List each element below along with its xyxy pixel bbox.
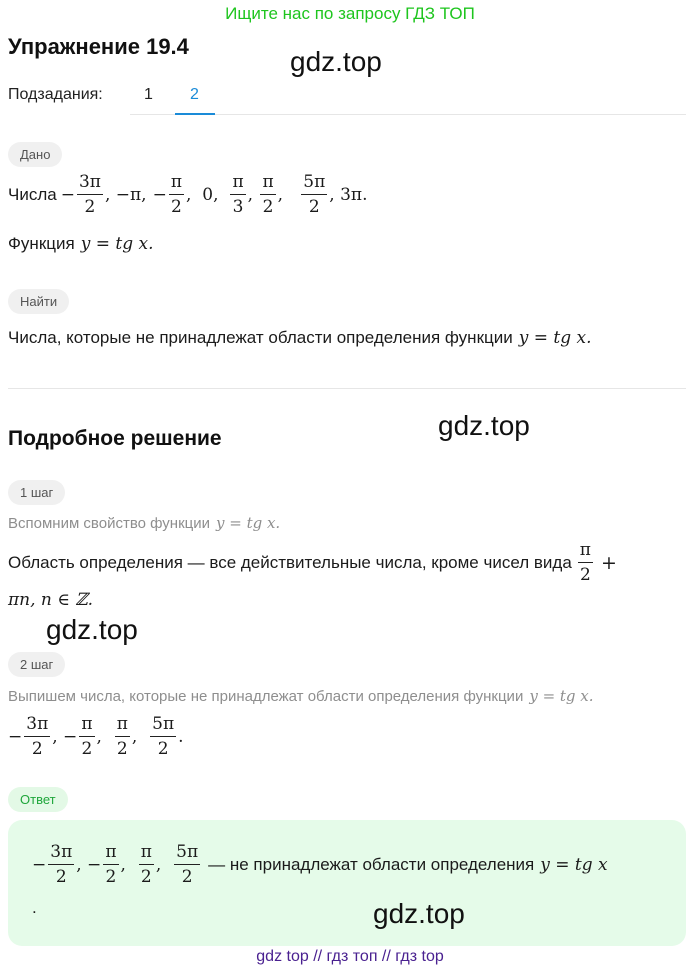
fraction: $\frac{\pi}{2}$ (116, 714, 128, 759)
section-divider (8, 388, 686, 389)
find-text: Числа, которые не принадлежат области определения функции y = tg x. (8, 328, 592, 348)
function-label: Функция (8, 234, 75, 253)
page-title: Упражнение 19.4 (8, 34, 189, 59)
answer-badge: Ответ (8, 787, 68, 812)
watermark: gdz.top (46, 614, 138, 645)
given-badge: Дано (8, 142, 62, 167)
fraction: $\frac{\pi}{2}$ (105, 842, 117, 887)
fraction: $\frac{\pi}{2}$ (262, 172, 274, 217)
tab-subtask-1[interactable]: 1 (144, 86, 153, 103)
step2-badge: 2 шаг (8, 652, 65, 677)
step1-text-line2: πn, n ∈ ℤ. (8, 590, 94, 610)
fraction: $\frac{3\pi}{2}$ (26, 714, 49, 759)
step2-hint: Выпишем числа, которые не принадлежат области определения функции y = tg x. (8, 687, 594, 705)
numbers-label: Числа (8, 184, 57, 204)
find-badge: Найти (8, 289, 69, 314)
step2-numbers: − $\frac{3\pi}{2}$ , − $\frac{\pi}{2}$ , $\frac{\pi}{2}$ , $\frac{5\pi}{2}$ . (8, 714, 184, 759)
fraction: $\frac{5\pi}{2}$ (152, 714, 175, 759)
fraction: $\frac{\pi}{2}$ (170, 172, 183, 217)
step1-text: Область определения — все действительные числа, кроме чисел вида $\frac{\pi}{2}$ + (8, 540, 617, 585)
step1-badge: 1 шаг (8, 480, 65, 505)
fraction: $\frac{3\pi}{2}$ (78, 172, 101, 217)
footer-links[interactable]: gdz top // гдз топ // гдз top (256, 948, 444, 965)
subtasks-label: Подзадания: (8, 86, 103, 103)
promo-banner[interactable]: Ищите нас по запросу ГДЗ ТОП (225, 4, 475, 23)
watermark: gdz.top (290, 46, 382, 77)
watermark: gdz.top (373, 898, 465, 929)
fraction: $\frac{3\pi}{2}$ (50, 842, 73, 887)
fraction: $\frac{\pi}{3}$ (232, 172, 244, 217)
given-numbers: Числа − $\frac{3\pi}{2}$ , −π, − $\frac{\pi}{2}$ , 0, $\frac{\pi}{3}$ , $\frac{\pi}{2}$ , $\frac{5\pi}{2}$ , 3π. (8, 172, 368, 217)
fraction: $\frac{5\pi}{2}$ (303, 172, 326, 217)
tab-subtask-2[interactable]: 2 (190, 86, 199, 103)
solution-heading: Подробное решение (8, 427, 222, 450)
fraction: $\frac{5\pi}{2}$ (176, 842, 199, 887)
answer-dot: . (32, 898, 37, 917)
given-function: Функция y = tg x. (8, 234, 154, 254)
step1-hint: Вспомним свойство функции y = tg x. (8, 514, 281, 532)
fraction: $\frac{\pi}{2}$ (140, 842, 152, 887)
active-tab-indicator (175, 113, 215, 115)
watermark: gdz.top (438, 410, 530, 441)
answer-text: − $\frac{3\pi}{2}$ , − $\frac{\pi}{2}$ , $\frac{\pi}{2}$ , $\frac{5\pi}{2}$ — не принадлежат области определения y = tg x (32, 842, 608, 887)
fraction: $\frac{\pi}{2}$ (579, 540, 591, 585)
fraction: $\frac{\pi}{2}$ (81, 714, 93, 759)
